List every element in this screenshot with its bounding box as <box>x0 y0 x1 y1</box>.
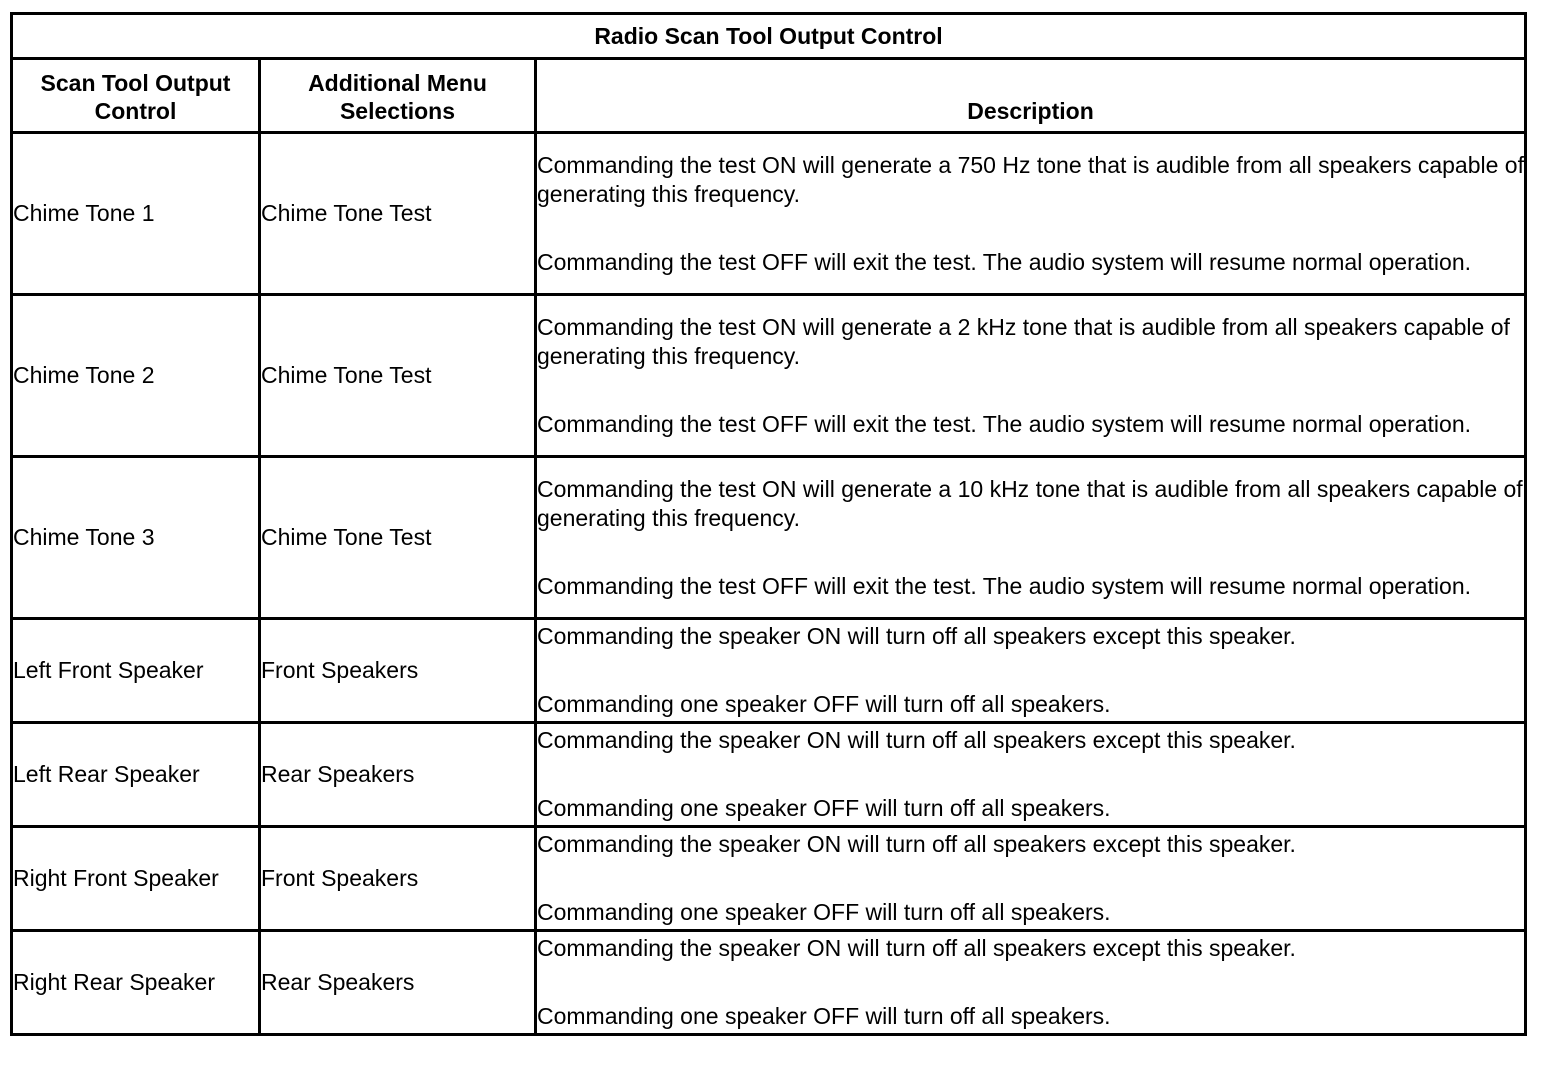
control-cell: Chime Tone 3 <box>12 457 260 619</box>
description-on: Commanding the test ON will generate a 750 Hz tone that is audible from all speakers capable of generating this frequency. <box>537 151 1524 207</box>
header-description: Description <box>536 59 1526 133</box>
description-off: Commanding one speaker OFF will turn off all speakers. <box>537 691 1111 717</box>
description-cell <box>536 827 1526 931</box>
description-off: Commanding one speaker OFF will turn off all speakers. <box>537 1003 1111 1029</box>
description-on: Commanding the speaker ON will turn off all speakers except this speaker. <box>537 831 1296 857</box>
control-cell: Chime Tone 1 <box>12 133 260 295</box>
description-off: Commanding the test OFF will exit the test. The audio system will resume normal operation. <box>537 248 1472 275</box>
description-off: Commanding the test OFF will exit the test. The audio system will resume normal operation. <box>537 572 1472 599</box>
description-cell <box>536 457 1526 619</box>
description-cell <box>536 619 1526 723</box>
table-title: Radio Scan Tool Output Control <box>12 14 1526 59</box>
menu-cell: Chime Tone Test <box>260 295 536 457</box>
description-on: Commanding the test ON will generate a 2 kHz tone that is audible from all speakers capable of generating this frequency. <box>537 313 1510 369</box>
table-row <box>12 723 1526 827</box>
control-cell: Right Front Speaker <box>12 827 260 931</box>
menu-cell: Front Speakers <box>260 619 536 723</box>
description-cell <box>536 133 1526 295</box>
description-on: Commanding the speaker ON will turn off all speakers except this speaker. <box>537 727 1296 753</box>
control-cell: Chime Tone 2 <box>12 295 260 457</box>
table-row <box>12 827 1526 931</box>
header-control: Scan Tool Output Control <box>12 59 260 133</box>
menu-cell: Rear Speakers <box>260 931 536 1035</box>
title-row <box>12 14 1526 59</box>
control-cell: Left Front Speaker <box>12 619 260 723</box>
table-row <box>12 457 1526 619</box>
control-cell: Right Rear Speaker <box>12 931 260 1035</box>
menu-cell: Chime Tone Test <box>260 457 536 619</box>
control-cell: Left Rear Speaker <box>12 723 260 827</box>
header-row <box>12 59 1526 133</box>
description-cell <box>536 723 1526 827</box>
table-row <box>12 133 1526 295</box>
description-off: Commanding one speaker OFF will turn off all speakers. <box>537 899 1111 925</box>
menu-cell: Front Speakers <box>260 827 536 931</box>
description-on: Commanding the speaker ON will turn off all speakers except this speaker. <box>537 935 1296 961</box>
table-row <box>12 619 1526 723</box>
header-menu: Additional Menu Selections <box>260 59 536 133</box>
table-row <box>12 931 1526 1035</box>
description-cell <box>536 931 1526 1035</box>
description-on: Commanding the test ON will generate a 10 kHz tone that is audible from all speakers capable of generating this frequency. <box>537 475 1523 531</box>
description-cell <box>536 295 1526 457</box>
description-off: Commanding the test OFF will exit the test. The audio system will resume normal operation. <box>537 410 1472 437</box>
menu-cell: Chime Tone Test <box>260 133 536 295</box>
description-on: Commanding the speaker ON will turn off all speakers except this speaker. <box>537 623 1296 649</box>
output-control-table <box>10 12 1527 1036</box>
menu-cell: Rear Speakers <box>260 723 536 827</box>
description-off: Commanding one speaker OFF will turn off all speakers. <box>537 795 1111 821</box>
table-row <box>12 295 1526 457</box>
